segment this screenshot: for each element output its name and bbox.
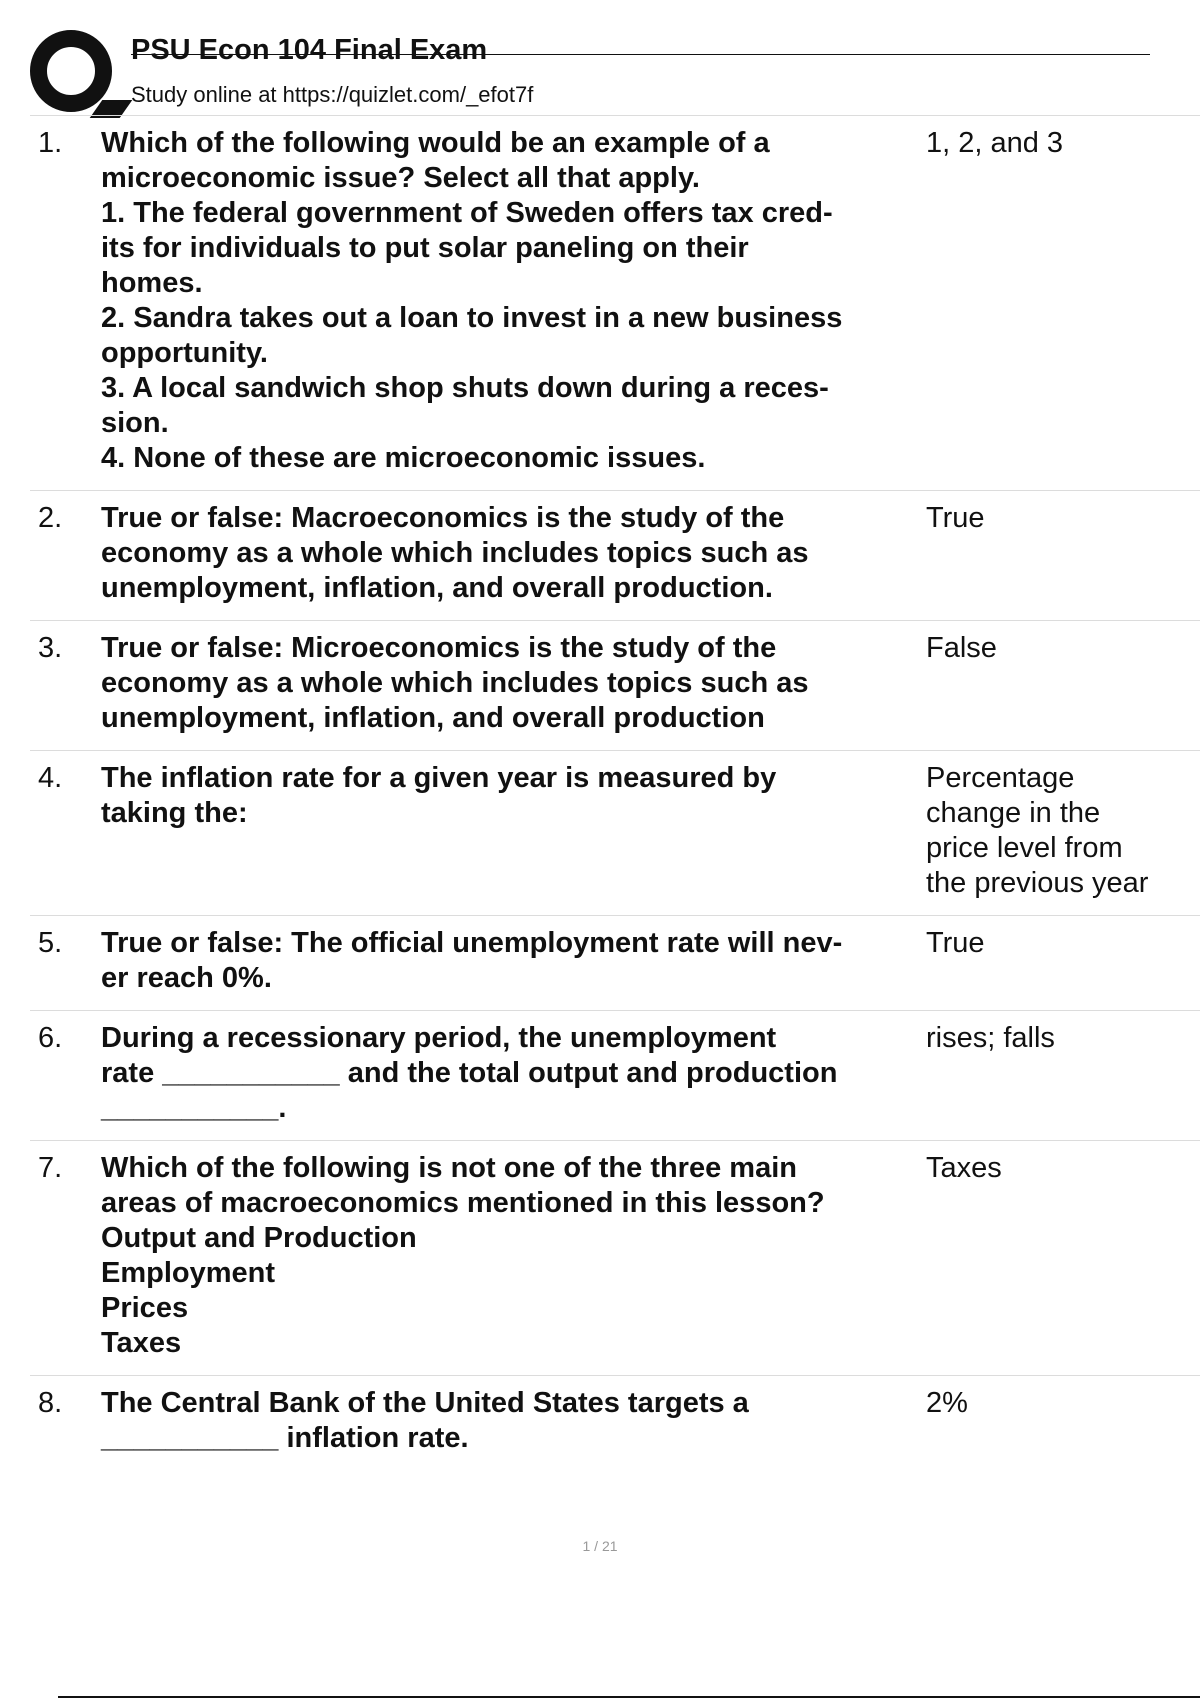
question-line: 4. None of these are microeconomic issues. (101, 442, 706, 474)
qa-item (30, 115, 1200, 490)
question-line: 2. Sandra takes out a loan to invest in a new business (101, 302, 843, 334)
question-line: Taxes (101, 1327, 182, 1359)
question-text (101, 1151, 916, 1361)
answer-line: price level from (926, 832, 1123, 864)
question-line: ___________. (101, 1092, 287, 1124)
question-line: microeconomic issue? Select all that apply. (101, 162, 700, 194)
answer-text (916, 761, 1200, 901)
question-line: True or false: The official unemployment rate will nev- (101, 927, 843, 959)
question-text (101, 126, 916, 476)
answer-text (916, 926, 1200, 996)
answer-line: True (926, 927, 985, 959)
question-text (101, 1386, 916, 1456)
qa-item (30, 750, 1200, 915)
answer-text (916, 1386, 1200, 1456)
question-line: homes. (101, 267, 203, 299)
question-line: areas of macroeconomics mentioned in this lesson? (101, 1187, 825, 1219)
answer-line: the previous year (926, 867, 1149, 899)
question-line: economy as a whole which includes topics such as (101, 537, 809, 569)
question-number: 2. (38, 502, 63, 534)
answer-text (916, 126, 1200, 476)
question-number: 3. (38, 632, 63, 664)
answer-text (916, 631, 1200, 736)
question-line: Employment (101, 1257, 276, 1289)
page-indicator: 1 / 21 (582, 1538, 618, 1554)
answer-line: rises; falls (926, 1022, 1055, 1054)
question-number: 8. (38, 1387, 63, 1419)
quizlet-logo-icon (30, 30, 112, 112)
question-line: True or false: Macroeconomics is the study of the (101, 502, 785, 534)
question-text (101, 1021, 916, 1126)
answer-text (916, 1021, 1200, 1126)
question-line: Output and Production (101, 1222, 417, 1254)
question-line: its for individuals to put solar paneling on their (101, 232, 749, 264)
logo-gap (114, 52, 124, 100)
question-line: Prices (101, 1292, 189, 1324)
study-online-link[interactable]: Study online at https://quizlet.com/_efot7f (131, 82, 534, 107)
qa-item (30, 1140, 1200, 1375)
question-number: 1. (38, 127, 63, 159)
title-strike-rule (131, 54, 1150, 55)
question-number: 7. (38, 1152, 63, 1184)
answer-line: change in the (926, 797, 1101, 829)
question-text (101, 631, 916, 736)
answer-line: True (926, 502, 985, 534)
answer-line: 2% (926, 1387, 968, 1419)
question-line: er reach 0%. (101, 962, 272, 994)
question-line: sion. (101, 407, 169, 439)
bottom-rule (58, 1696, 1200, 1698)
question-text (101, 926, 916, 996)
question-answer-list (30, 115, 1200, 1470)
question-line: The inflation rate for a given year is measured by (101, 762, 777, 794)
question-line: economy as a whole which includes topics such as (101, 667, 809, 699)
question-line: taking the: (101, 797, 248, 829)
answer-line: False (926, 632, 997, 664)
question-line: True or false: Microeconomics is the study of the (101, 632, 777, 664)
answer-text (916, 501, 1200, 606)
question-line: The Central Bank of the United States targets a (101, 1387, 749, 1419)
question-text (101, 761, 916, 901)
qa-item (30, 490, 1200, 620)
question-line: rate ___________ and the total output and production (101, 1057, 838, 1089)
question-line: 1. The federal government of Sweden offers tax cred- (101, 197, 833, 229)
question-line: Which of the following would be an example of a (101, 127, 770, 159)
question-number: 6. (38, 1022, 63, 1054)
question-line: During a recessionary period, the unemployment (101, 1022, 777, 1054)
question-line: unemployment, inflation, and overall production. (101, 572, 773, 604)
answer-line: Percentage (926, 762, 1075, 794)
document-title: PSU Econ 104 Final Exam (131, 34, 488, 66)
document-header (30, 30, 1150, 120)
question-line: Which of the following is not one of the three main (101, 1152, 797, 1184)
question-line: unemployment, inflation, and overall production (101, 702, 765, 734)
question-line: 3. A local sandwich shop shuts down during a reces- (101, 372, 829, 404)
answer-line: Taxes (926, 1152, 1002, 1184)
question-text (101, 501, 916, 606)
answer-text (916, 1151, 1200, 1361)
question-number: 5. (38, 927, 63, 959)
question-line: ___________ inflation rate. (101, 1422, 469, 1454)
answer-line: 1, 2, and 3 (926, 127, 1064, 159)
qa-item (30, 1010, 1200, 1140)
question-number: 4. (38, 762, 63, 794)
qa-item (30, 1375, 1200, 1470)
qa-item (30, 915, 1200, 1010)
question-line: opportunity. (101, 337, 268, 369)
qa-item (30, 620, 1200, 750)
